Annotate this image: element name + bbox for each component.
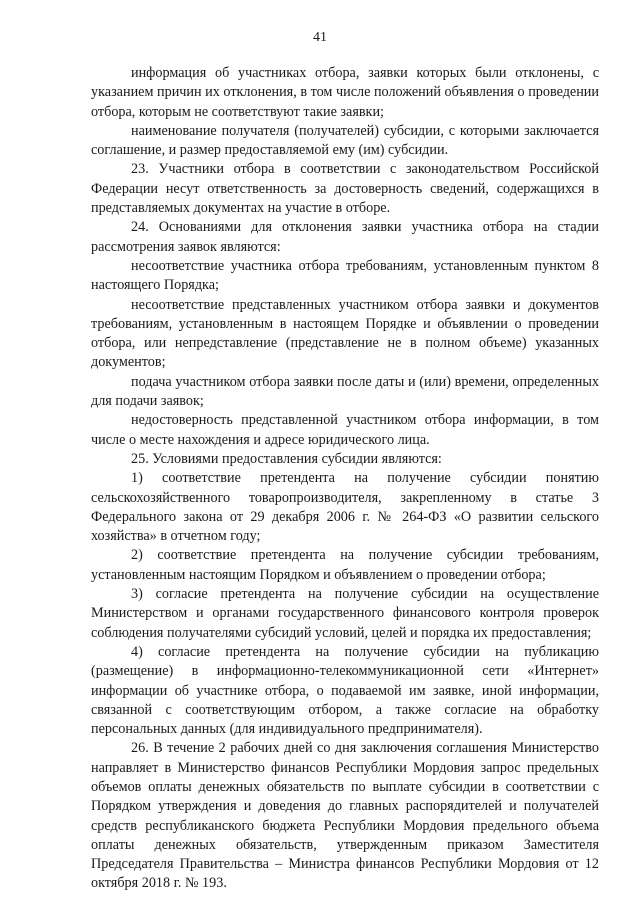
document-body xyxy=(91,64,599,894)
paragraph: подача участником отбора заявки после даты и (или) времени, определенных для подачи заявок; xyxy=(91,373,599,410)
page-number: 41 xyxy=(313,30,327,45)
paragraph: 2) соответствие претендента на получение субсидии требованиям, установленным настоящим Порядком и объявлением о проведении отбора; xyxy=(91,547,599,583)
paragraph: информация об участниках отбора, заявки которых были отклонены, с указанием причин их отклонения, в том числе положений объявления о проведении отбора, которым не соответствуют такие заявки; xyxy=(91,65,599,120)
paragraph: несоответствие представленных участником отбора заявки и документов требованиям, установленным в настоящем Порядке и объявлении о проведении отбора, или непредставление (представление не в полном объеме) указанных документов; xyxy=(91,296,599,371)
paragraph: 25. Условиями предоставления субсидии являются: xyxy=(131,450,442,467)
paragraph: наименование получателя (получателей) субсидии, с которыми заключается соглашение, и размер предоставляемой ему (им) субсидии. xyxy=(91,122,599,159)
paragraph: 23. Участники отбора в соответствии с законодательством Российской Федерации несут ответственность за достоверность сведений, содержащихся в представляемых документах на участие в отборе. xyxy=(91,161,599,217)
paragraph: несоответствие участника отбора требованиям, установленным пунктом 8 настоящего Порядка; xyxy=(91,257,599,294)
paragraph: 4) согласие претендента на получение субсидии на публикацию (размещение) в информационно-телекоммуникационной сети «Интернет» информации об участнике отбора, о подаваемой им заявке, иной информации, связанной с соответствующим отбором, а также согласие на обработку персональных данных (для индивидуального предпринимателя). xyxy=(91,643,599,738)
paragraph: 1) соответствие претендента на получение субсидии понятию сельскохозяйственного товаропроизводителя, закрепленному в статье 3 Федерального закона от 29 декабря 2006 г. № 264-ФЗ «О развитии сельского хозяйства» в отчетном году; xyxy=(91,470,599,545)
paragraph: 24. Основаниями для отклонения заявки участника отбора на стадии рассмотрения заявок являются: xyxy=(91,219,599,255)
paragraph: 26. В течение 2 рабочих дней со дня заключения соглашения Министерство направляет в Министерство финансов Республики Мордовия запрос предельных объемов оплаты денежных обязательств по выплате субсидии в соответствии с Порядком утверждения и доведения до главных распорядителей и получателей средств республиканского бюджета Республики Мордовия предельного объема оплаты денежных обязательств, утвержденным приказом Заместителя Председателя Правительства – Министра финансов Республики Мордовия от 12 октября 2018 г. № 193. xyxy=(91,740,599,892)
paragraph: 3) согласие претендента на получение субсидии на осуществление Министерством и органами государственного финансового контроля проверок соблюдения получателями субсидий условий, целей и порядка их предоставления; xyxy=(91,586,599,641)
paragraph: недостоверность представленной участником отбора информации, в том числе о месте нахождения и адресе юридического лица. xyxy=(91,412,599,448)
